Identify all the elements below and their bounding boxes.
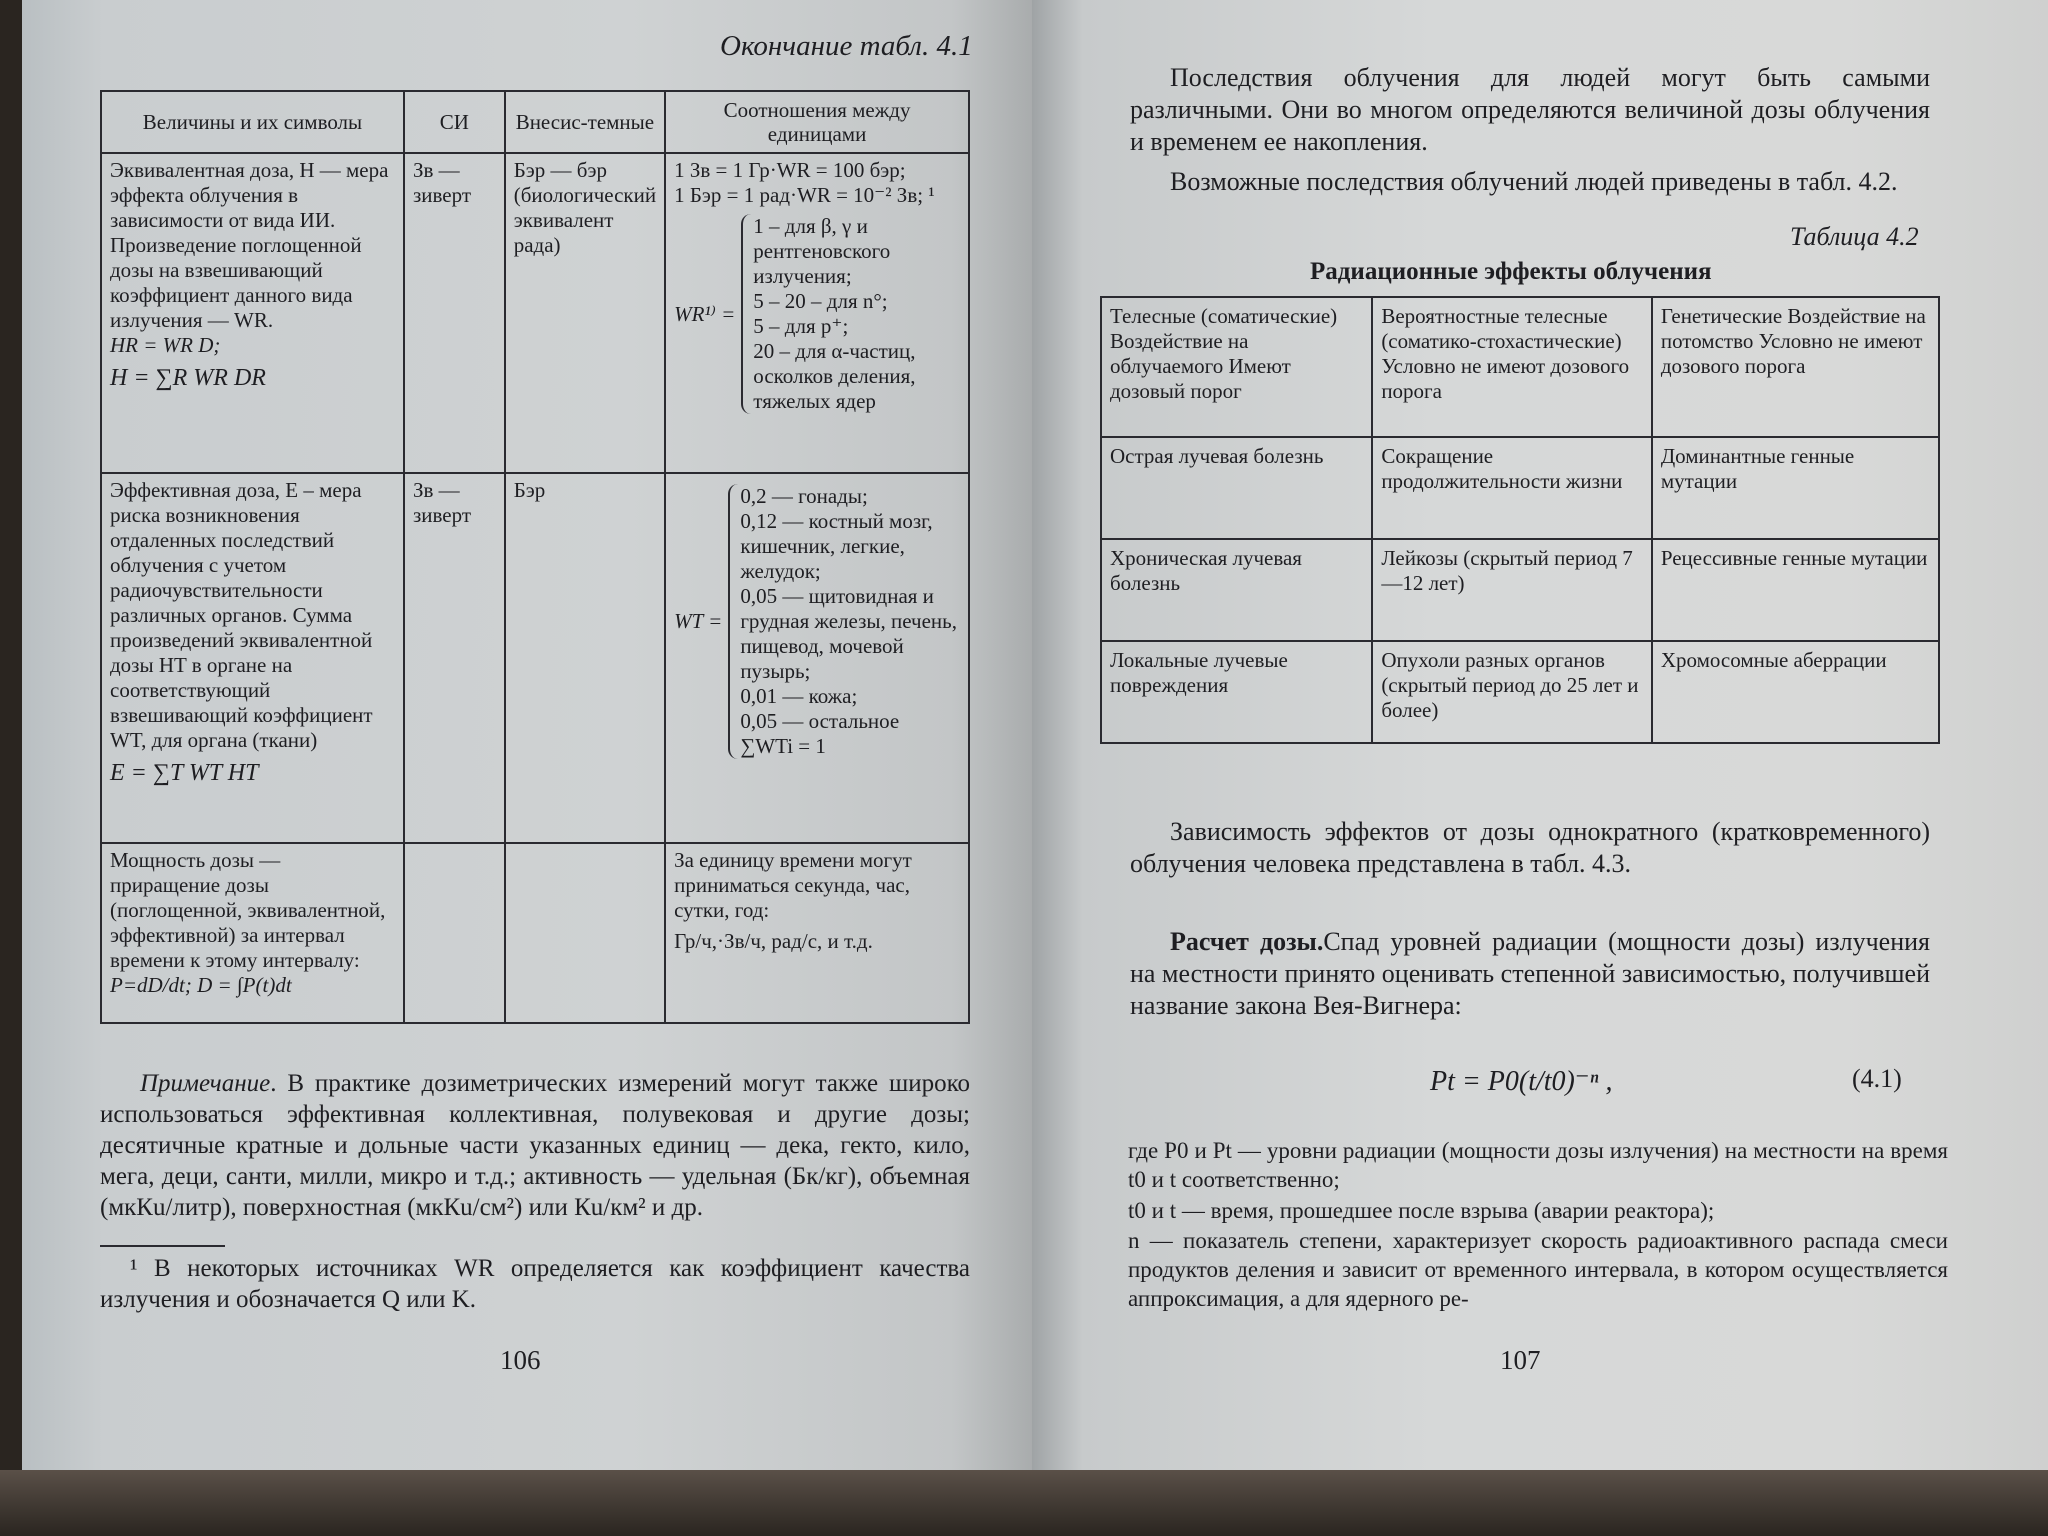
- formula: HR = WR D;: [110, 333, 221, 357]
- table-cell: Локальные лучевые повреждения: [1101, 641, 1372, 743]
- relations-cell: [665, 843, 969, 1023]
- table-label: Таблица 4.2: [1790, 222, 1919, 251]
- note-text: . В практике дозиметрических измерений могут также широко использоваться эффективная коллективная, полувековая и другие дозы; десятичные кратные и дольные части указанных единиц — дека, гекто, кило, мега, деци, санти, милли, микро и т.д.; активность — удельная (Бк/кг), объемная (мкКu/литр), поверхностная (мкКu/см²) или Кu/км² и др.: [100, 1070, 970, 1221]
- relations-cell: [665, 153, 969, 473]
- relation-line: 1 Бэр = 1 рад·WR = 10⁻² Зв; ¹: [674, 183, 935, 207]
- table-surface: [0, 1470, 2048, 1536]
- table-continuation-caption: Окончание табл. 4.1: [720, 30, 973, 62]
- table-header-row: [101, 91, 969, 153]
- table-cell: Рецессивные генные мутации: [1652, 539, 1939, 641]
- paragraph: Зависимость эффектов от дозы однократного (кратковременного) облучения человека представлена в табл. 4.3.: [1130, 817, 1930, 878]
- definition: n — показатель степени, характеризует скорость радиоактивного распада смеси продуктов деления и зависит от временного интервала, в котором осуществляется аппроксимация, а для ядерного ре-: [1128, 1228, 1948, 1311]
- note-label: Примечание: [140, 1070, 271, 1097]
- section-title: Расчет дозы.: [1170, 927, 1324, 956]
- quantity-cell: [101, 843, 404, 1023]
- header-si: СИ: [404, 91, 505, 153]
- equation-number: (4.1): [1852, 1064, 1902, 1093]
- relation-line: 1 Зв = 1 Гр·WR = 100 бэр;: [674, 158, 906, 182]
- coefficient-block: [674, 484, 960, 759]
- quantity-cell: [101, 153, 404, 473]
- table-cell: Вероятностные телесные (соматико-стохастические) Условно не имеют дозового порога: [1372, 297, 1652, 437]
- table-cell: Телесные (соматические) Воздействие на облучаемого Имеют дозовый порог: [1101, 297, 1372, 437]
- equation: Pt = P0(t/t0)⁻ⁿ ,: [1430, 1066, 1613, 1097]
- header-nonsystem: Внесис-темные: [505, 91, 665, 153]
- table-row: [1101, 539, 1939, 641]
- section-paragraph: [1130, 926, 1930, 1022]
- si-cell: Зв — зиверт: [404, 153, 505, 473]
- list-item: 0,05 — щитовидная и грудная железы, печень, пищевод, мочевой пузырь;: [740, 584, 957, 683]
- table-cell: Сокращение продолжительности жизни: [1372, 437, 1652, 539]
- footnote-rule: [100, 1245, 225, 1247]
- list-item: 0,01 — кожа;: [740, 684, 858, 708]
- formula: E = ∑T WT HT: [110, 760, 259, 786]
- table-title: Радиационные эффекты облучения: [1310, 258, 1712, 285]
- relation-line: За единицу времени могут приниматься секунда, час, сутки, год:: [674, 848, 912, 922]
- paragraph: Возможные последствия облучений людей приведены в табл. 4.2.: [1170, 167, 1898, 196]
- coefficient-label: WT =: [674, 609, 723, 633]
- table-row: [1101, 437, 1939, 539]
- quantity-text: Эквивалентная доза, H — мера эффекта облучения в зависимости от вида ИИ. Произведение поглощенной дозы на взвешивающий коэффициент данного вида излучения — WR.: [110, 158, 389, 332]
- list-item: 1 – для β, γ и рентгеновского излучения;: [753, 214, 891, 288]
- header-quantities: Величины и их символы: [101, 91, 404, 153]
- table-cell: Доминантные генные мутации: [1652, 437, 1939, 539]
- formula: P=dD/dt; D = ∫P(t)dt: [110, 973, 292, 997]
- coefficient-label: WR¹⁾ =: [674, 301, 736, 326]
- coefficient-block: [674, 214, 960, 414]
- table-row: [101, 153, 969, 473]
- si-cell: [404, 843, 505, 1023]
- relation-line: Гр/ч,·Зв/ч, рад/с, и т.д.: [674, 929, 873, 953]
- table-header-row: [1101, 297, 1939, 437]
- list-item: 0,12 — костный мозг, кишечник, легкие, желудок;: [740, 509, 933, 583]
- list-item: ∑WTi = 1: [740, 734, 826, 758]
- si-cell: Зв — зиверт: [404, 473, 505, 843]
- page-number: 107: [1500, 1345, 1541, 1375]
- definition: t0 и t — время, прошедшее после взрыва (аварии реактора);: [1128, 1198, 1715, 1223]
- table-cell: Генетические Воздействие на потомство Условно не имеют дозового порога: [1652, 297, 1939, 437]
- relations-cell: [665, 473, 969, 843]
- table-row: [101, 473, 969, 843]
- nonsystem-cell: Бэр — бэр (биологический эквивалент рада): [505, 153, 665, 473]
- coefficient-list: [741, 214, 960, 414]
- formula: H = ∑R WR DR: [110, 365, 266, 391]
- list-item: 5 – для p⁺;: [753, 314, 849, 338]
- coefficient-list: [728, 484, 960, 759]
- header-relations: Соотношения между единицами: [665, 91, 969, 153]
- definition: где P0 и Pt — уровни радиации (мощности дозы излучения) на местности на время t0 и t соответственно;: [1128, 1138, 1948, 1192]
- list-item: 20 – для α-частиц, осколков деления, тяжелых ядер: [753, 339, 916, 413]
- quantity-text: Эффективная доза, E – мера риска возникновения отдаленных последствий облучения с учетом радиочувствительности различных органов. Сумма произведений эквивалентной дозы HT в органе на соответствующий взвешивающий коэффициент WT, для органа (ткани): [110, 478, 373, 752]
- table-cell: Опухоли разных органов (скрытый период до 25 лет и более): [1372, 641, 1652, 743]
- list-item: 0,2 — гонады;: [740, 484, 868, 508]
- table-cell: Острая лучевая болезнь: [1101, 437, 1372, 539]
- note-paragraph: [100, 1068, 970, 1223]
- nonsystem-cell: Бэр: [505, 473, 665, 843]
- section-text: Спад уровней радиации (мощности дозы) излучения на местности принято оценивать степенной зависимостью, получившей название закона Вея-Вигнера:: [1130, 927, 1930, 1020]
- table-row: [101, 843, 969, 1023]
- footnote: ¹ В некоторых источниках WR определяется как коэффициент качества излучения и обозначается Q или K.: [100, 1255, 970, 1313]
- table-cell: Хромосомные аберрации: [1652, 641, 1939, 743]
- page-number: 106: [500, 1345, 541, 1375]
- list-item: 5 – 20 – для n°;: [753, 289, 888, 313]
- table-row: [1101, 641, 1939, 743]
- list-item: 0,05 — остальное: [740, 709, 900, 733]
- nonsystem-cell: [505, 843, 665, 1023]
- paragraph: Последствия облучения для людей могут быть самыми различными. Они во многом определяются величиной дозы облучения и временем ее накопления.: [1130, 63, 1930, 156]
- table-4-1: [100, 90, 970, 1024]
- table-cell: Хроническая лучевая болезнь: [1101, 539, 1372, 641]
- quantity-text: Мощность дозы — приращение дозы (поглощенной, эквивалентной, эффективной) за интервал времени к этому интервалу:: [110, 848, 386, 972]
- quantity-cell: [101, 473, 404, 843]
- table-4-2: [1100, 296, 1940, 744]
- table-cell: Лейкозы (скрытый период 7—12 лет): [1372, 539, 1652, 641]
